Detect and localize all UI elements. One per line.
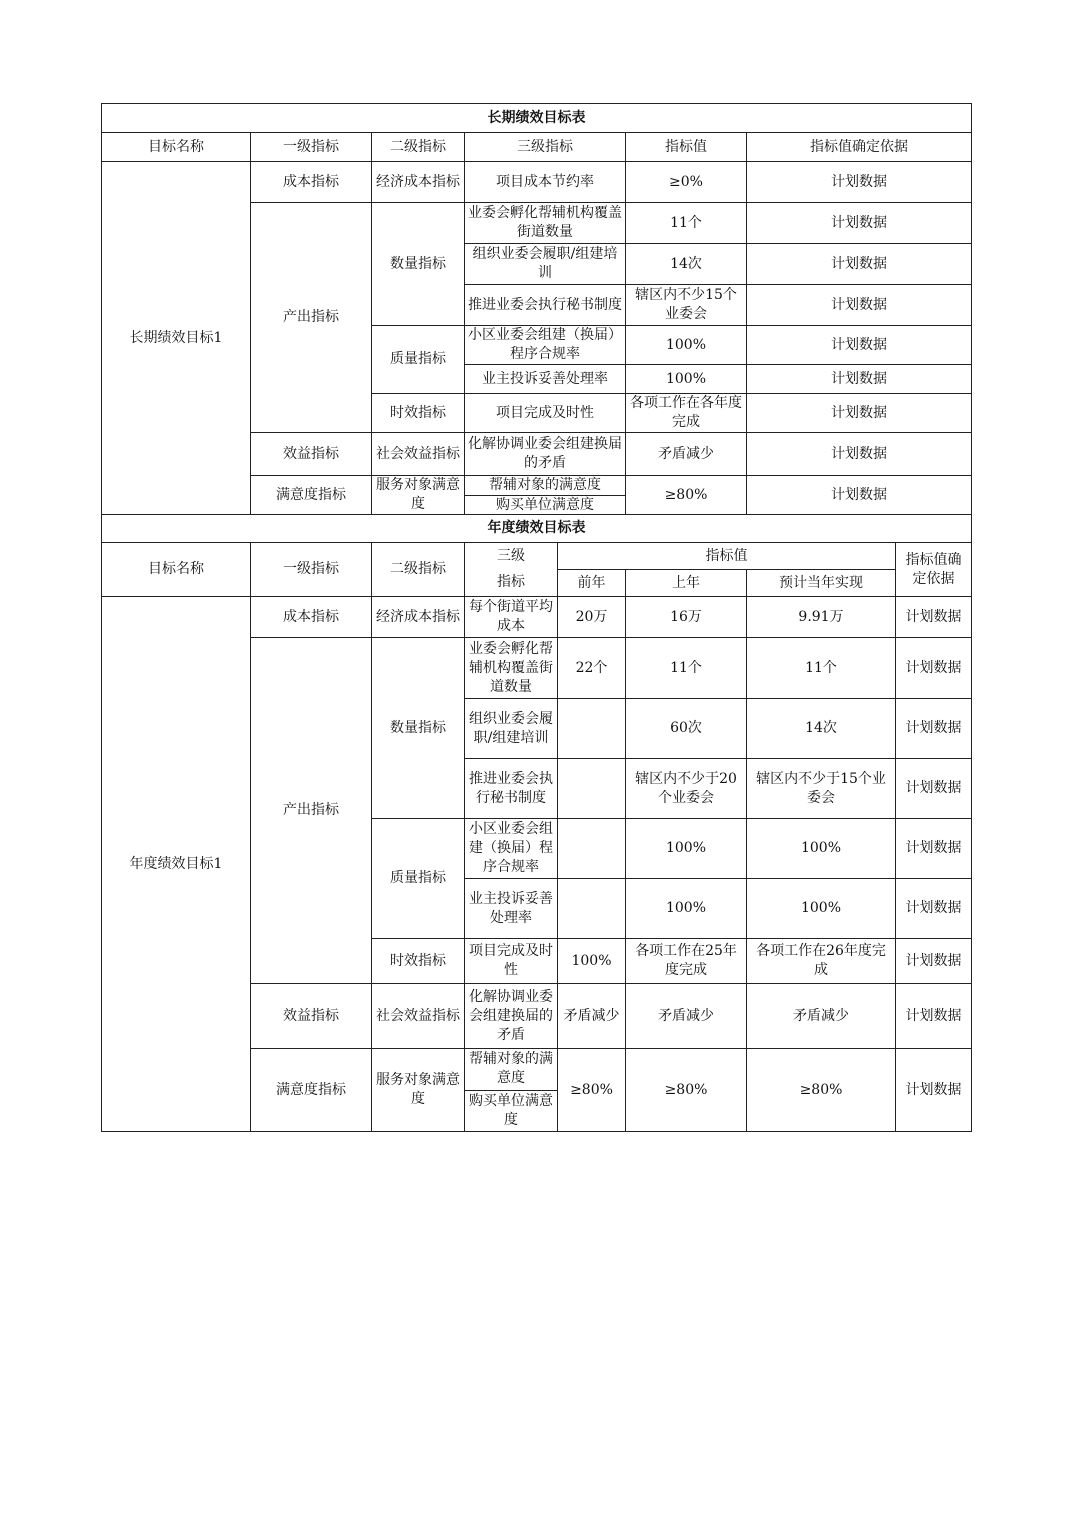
annual-header-this-year: 预计当年实现 <box>747 570 896 597</box>
level3-cell: 每个街道平均成本 <box>465 597 558 638</box>
level1-satisfaction: 满意度指标 <box>251 1049 372 1132</box>
annual-header-level1: 一级指标 <box>251 543 372 597</box>
level3-cell: 业主投诉妥善处理率 <box>465 365 626 394</box>
prev-year-cell: 22个 <box>558 638 626 699</box>
header-goal-name: 目标名称 <box>102 133 251 162</box>
level3-cell: 项目完成及时性 <box>465 939 558 984</box>
annual-goal-name: 年度绩效目标1 <box>102 597 251 1132</box>
basis-cell: 计划数据 <box>896 597 972 638</box>
level3-cell: 帮辅对象的满意度 <box>489 477 601 493</box>
last-year-cell: ≥80% <box>626 1049 747 1132</box>
last-year-cell: 100% <box>626 879 747 939</box>
basis-cell: 计划数据 <box>747 326 972 365</box>
header-basis: 指标值确定依据 <box>747 133 972 162</box>
prev-year-cell <box>558 759 626 819</box>
last-year-cell: 100% <box>626 819 747 879</box>
last-year-cell: 辖区内不少于20个业委会 <box>626 759 747 819</box>
annual-header-value-group: 指标值 <box>558 543 896 570</box>
header-level3: 三级指标 <box>465 133 626 162</box>
this-year-cell: 各项工作在26年度完成 <box>747 939 896 984</box>
this-year-cell: 14次 <box>747 699 896 759</box>
level3-cell: 组织业委会履职/组建培训 <box>465 244 626 285</box>
basis-cell: 计划数据 <box>896 819 972 879</box>
level2-service: 服务对象满意度 <box>372 476 465 515</box>
value-cell: ≥80% <box>626 476 747 515</box>
last-year-cell: 各项工作在25年度完成 <box>626 939 747 984</box>
basis-cell: 计划数据 <box>896 699 972 759</box>
annual-title: 年度绩效目标表 <box>102 515 972 543</box>
value-cell: 辖区内不少15个业委会 <box>626 285 747 326</box>
level3-cell: 项目完成及时性 <box>465 394 626 433</box>
level3-cell: 购买单位满意度 <box>465 1090 557 1132</box>
header-level1: 一级指标 <box>251 133 372 162</box>
this-year-cell: 矛盾减少 <box>747 984 896 1049</box>
level3-cell: 帮辅对象的满意度 <box>469 1051 553 1087</box>
this-year-cell: ≥80% <box>747 1049 896 1132</box>
basis-cell: 计划数据 <box>747 476 972 515</box>
level2-timeliness: 时效指标 <box>372 394 465 433</box>
level1-benefit: 效益指标 <box>251 433 372 476</box>
prev-year-cell: 矛盾减少 <box>558 984 626 1049</box>
basis-cell: 计划数据 <box>747 162 972 203</box>
prev-year-cell <box>558 699 626 759</box>
value-cell: 矛盾减少 <box>626 433 747 476</box>
basis-cell: 计划数据 <box>747 365 972 394</box>
prev-year-cell <box>558 879 626 939</box>
annual-header-prev-year: 前年 <box>558 570 626 597</box>
basis-cell: 计划数据 <box>896 879 972 939</box>
header-value: 指标值 <box>626 133 747 162</box>
prev-year-cell: 20万 <box>558 597 626 638</box>
level3-stack <box>465 1049 558 1132</box>
level2-service: 服务对象满意度 <box>372 1049 465 1132</box>
level1-output: 产出指标 <box>251 638 372 984</box>
annual-header-last-year: 上年 <box>626 570 747 597</box>
basis-cell: 计划数据 <box>747 394 972 433</box>
basis-cell: 计划数据 <box>747 433 972 476</box>
level1-cost: 成本指标 <box>251 162 372 203</box>
level2-quality: 质量指标 <box>372 326 465 394</box>
level3-cell: 化解协调业委会组建换届的矛盾 <box>465 433 626 476</box>
level2-quality: 质量指标 <box>372 819 465 939</box>
basis-cell: 计划数据 <box>896 984 972 1049</box>
basis-cell: 计划数据 <box>896 759 972 819</box>
header-level2: 二级指标 <box>372 133 465 162</box>
level3-cell: 项目成本节约率 <box>465 162 626 203</box>
this-year-cell: 9.91万 <box>747 597 896 638</box>
basis-cell: 计划数据 <box>896 939 972 984</box>
value-cell: 14次 <box>626 244 747 285</box>
level2-timeliness: 时效指标 <box>372 939 465 984</box>
level3-cell: 小区业委会组建（换届）程序合规率 <box>465 819 558 879</box>
annual-header-level3-top: 三级 <box>465 543 558 570</box>
this-year-cell: 11个 <box>747 638 896 699</box>
this-year-cell: 100% <box>747 879 896 939</box>
annual-header-goal-name: 目标名称 <box>102 543 251 597</box>
last-year-cell: 60次 <box>626 699 747 759</box>
level3-cell: 组织业委会履职/组建培训 <box>465 699 558 759</box>
last-year-cell: 矛盾减少 <box>626 984 747 1049</box>
level3-cell: 业委会孵化帮辅机构覆盖街道数量 <box>465 638 558 699</box>
annual-header-level2: 二级指标 <box>372 543 465 597</box>
value-cell: 各项工作在各年度完成 <box>626 394 747 433</box>
annual-header-basis: 指标值确定依据 <box>896 543 972 597</box>
prev-year-cell: 100% <box>558 939 626 984</box>
level3-cell: 化解协调业委会组建换届的矛盾 <box>465 984 558 1049</box>
level2-economic-cost: 经济成本指标 <box>372 597 465 638</box>
long-term-goal-name: 长期绩效目标1 <box>102 162 251 515</box>
level1-satisfaction: 满意度指标 <box>251 476 372 515</box>
level3-cell: 推进业委会执行秘书制度 <box>465 759 558 819</box>
level3-cell: 购买单位满意度 <box>465 495 625 515</box>
level1-output: 产出指标 <box>251 203 372 433</box>
value-cell: 11个 <box>626 203 747 244</box>
level2-social: 社会效益指标 <box>372 433 465 476</box>
level2-social: 社会效益指标 <box>372 984 465 1049</box>
value-cell: 100% <box>626 326 747 365</box>
prev-year-cell <box>558 819 626 879</box>
level3-cell: 业委会孵化帮辅机构覆盖街道数量 <box>465 203 626 244</box>
level1-benefit: 效益指标 <box>251 984 372 1049</box>
value-cell: 100% <box>626 365 747 394</box>
level3-cell: 小区业委会组建（换届）程序合规率 <box>465 326 626 365</box>
value-cell: ≥0% <box>626 162 747 203</box>
annual-header-level3-bottom: 指标 <box>465 570 558 597</box>
level3-cell: 业主投诉妥善处理率 <box>465 879 558 939</box>
level2-quantity: 数量指标 <box>372 638 465 819</box>
last-year-cell: 16万 <box>626 597 747 638</box>
level1-cost: 成本指标 <box>251 597 372 638</box>
level3-cell: 推进业委会执行秘书制度 <box>465 285 626 326</box>
performance-table <box>101 103 972 1132</box>
prev-year-cell: ≥80% <box>558 1049 626 1132</box>
basis-cell: 计划数据 <box>747 203 972 244</box>
level2-quantity: 数量指标 <box>372 203 465 326</box>
this-year-cell: 辖区内不少于15个业委会 <box>747 759 896 819</box>
basis-cell: 计划数据 <box>896 638 972 699</box>
this-year-cell: 100% <box>747 819 896 879</box>
basis-cell: 计划数据 <box>896 1049 972 1132</box>
level2-economic-cost: 经济成本指标 <box>372 162 465 203</box>
level3-stack <box>465 476 626 515</box>
last-year-cell: 11个 <box>626 638 747 699</box>
basis-cell: 计划数据 <box>747 244 972 285</box>
basis-cell: 计划数据 <box>747 285 972 326</box>
long-term-title: 长期绩效目标表 <box>102 104 972 133</box>
